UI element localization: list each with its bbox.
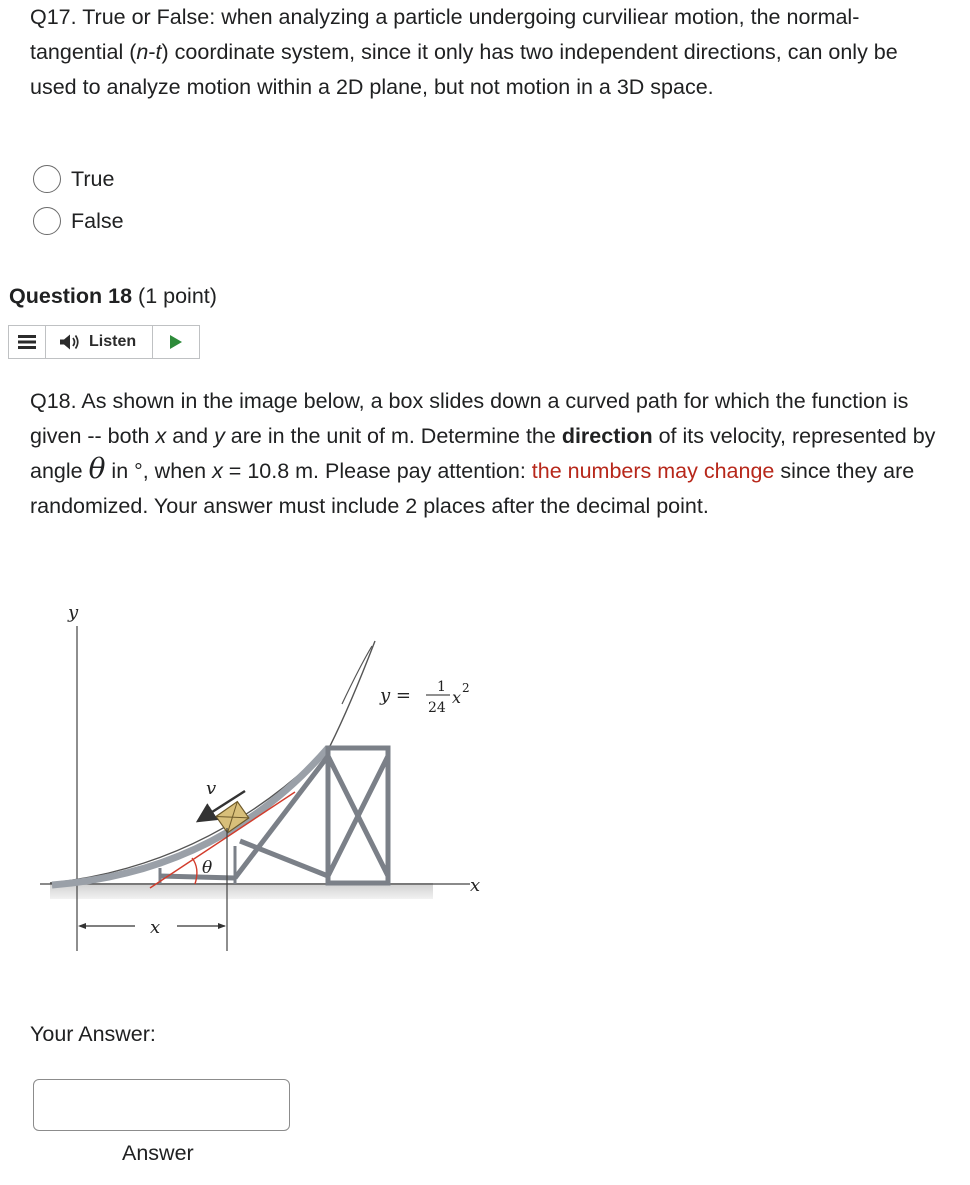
toolbar-menu-button[interactable] xyxy=(9,326,46,358)
question-18-title: Question 18 xyxy=(9,284,133,308)
q18-x-symbol: x xyxy=(212,459,223,483)
q17-dash: - xyxy=(148,40,156,64)
question-18-points: (1 point) xyxy=(132,284,217,308)
x-axis-label: x xyxy=(470,875,481,896)
q18-question-text xyxy=(30,384,950,524)
menu-icon xyxy=(17,333,37,351)
q18-text-part: are in the unit of m. Determine the xyxy=(224,424,562,448)
q18-text-part: = 10.8 m. Please pay attention: xyxy=(222,459,532,483)
dimension-arrow-right xyxy=(218,923,226,929)
radio-false[interactable] xyxy=(33,207,61,235)
equation-denominator: 24 xyxy=(428,700,446,716)
q18-text-part: of its velocity, represented by angle xyxy=(30,424,936,483)
q17-text-part: Q17. True or False: when analyzing a particle undergoing curviliear motion, the normal-tangential ( xyxy=(30,5,860,64)
equation-exponent: 2 xyxy=(462,681,470,695)
q17-question-text xyxy=(30,0,950,105)
play-icon xyxy=(169,334,183,350)
answer-input[interactable] xyxy=(33,1079,290,1131)
play-button[interactable] xyxy=(153,326,199,358)
equation-variable: x xyxy=(452,688,462,707)
listen-button[interactable] xyxy=(46,326,153,358)
q17-option-true[interactable] xyxy=(33,164,114,194)
q17-text-part: ) coordinate system, since it only has two independent directions, can only be used to analyze motion within a 2D plane, but not motion in a 3D space. xyxy=(30,40,898,99)
q18-text-part: Q18. As shown in the image below, a box slides down a curved path for which the function is given -- both xyxy=(30,389,909,448)
theta-label: θ xyxy=(202,858,213,878)
dimension-x-label: x xyxy=(150,917,161,938)
dimension-arrow-left xyxy=(78,923,86,929)
radio-true[interactable] xyxy=(33,165,61,193)
q18-y-symbol: y xyxy=(214,424,225,448)
q18-text-part: and xyxy=(166,424,215,448)
option-true-label[interactable]: True xyxy=(71,166,115,191)
option-false-label[interactable]: False xyxy=(71,208,124,233)
your-answer-label: Your Answer: xyxy=(30,1022,156,1046)
curve-equation xyxy=(379,679,470,716)
equation-leader xyxy=(342,646,372,704)
theta-arc xyxy=(192,858,197,884)
readspeaker-toolbar xyxy=(8,325,200,359)
answer-caption: Answer xyxy=(122,1141,194,1165)
q18-text-part: in °, when xyxy=(105,459,213,483)
q17-option-false[interactable] xyxy=(33,206,124,236)
equation-lhs: y = xyxy=(380,685,411,706)
listen-label: Listen xyxy=(89,333,137,350)
equation-numerator: 1 xyxy=(437,679,446,695)
speaker-icon xyxy=(58,333,82,351)
q18-theta-symbol: θ xyxy=(88,452,106,485)
curved-path-figure xyxy=(30,596,510,956)
velocity-label: v xyxy=(206,778,217,799)
ramp-track xyxy=(52,748,328,885)
q17-t-symbol: t xyxy=(155,40,162,64)
question-18-heading xyxy=(9,284,217,309)
q18-warning-text: the numbers may change xyxy=(531,459,775,483)
y-axis-label: y xyxy=(68,602,79,623)
q18-x-symbol: x xyxy=(155,424,167,448)
q17-n-symbol: n xyxy=(136,40,149,64)
q18-text-part: since they are randomized. Your answer must include 2 places after the decimal point. xyxy=(30,459,915,518)
q18-direction-bold: direction xyxy=(561,424,653,448)
